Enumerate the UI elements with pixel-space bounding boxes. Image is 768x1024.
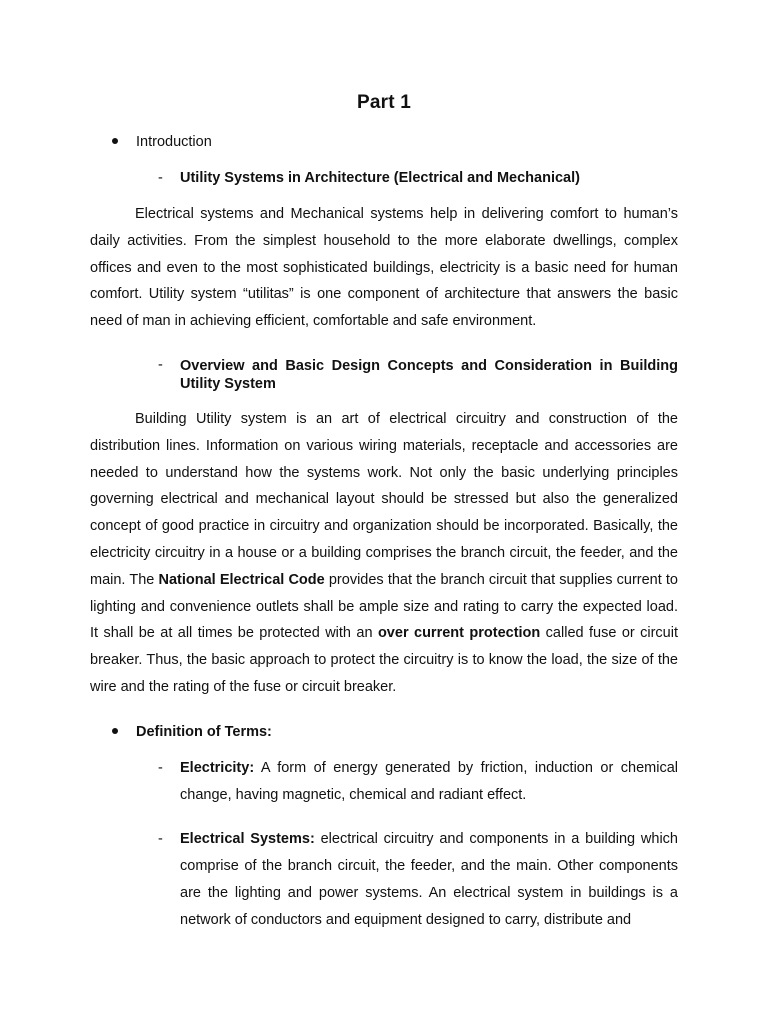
section-heading-utility [158,170,678,186]
dash-marker: - [158,170,163,186]
section-heading-overview [158,357,678,393]
bullet-introduction [112,134,212,150]
dash-marker: - [158,357,163,373]
paragraph-text: Building Utility system is an art of electrical circuitry and construction of the distribution lines. Information on various wiring materials, receptacle and accessories are needed to understand how the systems work. Not only the basic underlying principles governing electrical and mechanical layout should be stressed but also the generalized concept of good practice in circuitry and organization should be incorporated. Basically, the electricity circuitry in a house or a building comprises the branch circuit, the feeder, and the main. The [90,411,678,588]
term-text [180,755,678,809]
term-text [180,826,678,934]
bullet-definitions [112,724,272,740]
term-electricity [158,755,678,809]
bullet-label: Definition of Terms: [136,724,272,740]
paragraph-utility: Electrical systems and Mechanical systems help in delivering comfort to human’s daily activities. From the simplest household to the more elaborate dwellings, complex offices and even to the most sophisticated buildings, electricity is a basic need for human comfort. Utility system “utilitas” is one component of architecture that answers the basic need of man in achieving efficient, comfortable and safe environment. [90,206,678,330]
term-name: Electricity: [180,760,255,776]
dash-marker: - [158,831,163,847]
term-electrical-systems [158,826,678,934]
section-heading-text: Overview and Basic Design Concepts and Consideration in Building Utility System [180,358,678,392]
term-name: Electrical Systems: [180,831,315,847]
paragraph-text: called fuse or circuit breaker. Thus, the basic approach to protect the circuitry is to know the load, the size of the wire and the rating of the fuse or circuit breaker. [90,625,678,695]
bullet-icon [112,728,118,734]
bullet-icon [112,138,118,144]
national-electrical-code-text: National Electrical Code [158,571,325,588]
term-definition: A form of energy generated by friction, induction or chemical change, having magnetic, chemical and radiant effect. [180,760,678,803]
dash-marker: - [158,760,163,776]
bullet-label: Introduction [136,134,212,150]
paragraph-overview [90,406,678,701]
paragraph-text: provides that the branch circuit that supplies current to lighting and convenience outlets shall be ample size and rating to carry the expected load. It shall be at all times be protected with an [90,571,678,642]
page-title: Part 1 [356,92,411,113]
section-heading-text: Utility Systems in Architecture (Electrical and Mechanical) [180,170,580,186]
term-definition: electrical circuitry and components in a building which comprise of the branch circuit, the feeder, and the main. Other components are the lighting and power systems. An electrical system in buildings is a network of conductors and equipment designed to carry, distribute and [180,831,678,928]
over-current-protection-text: over current protection [377,625,541,642]
